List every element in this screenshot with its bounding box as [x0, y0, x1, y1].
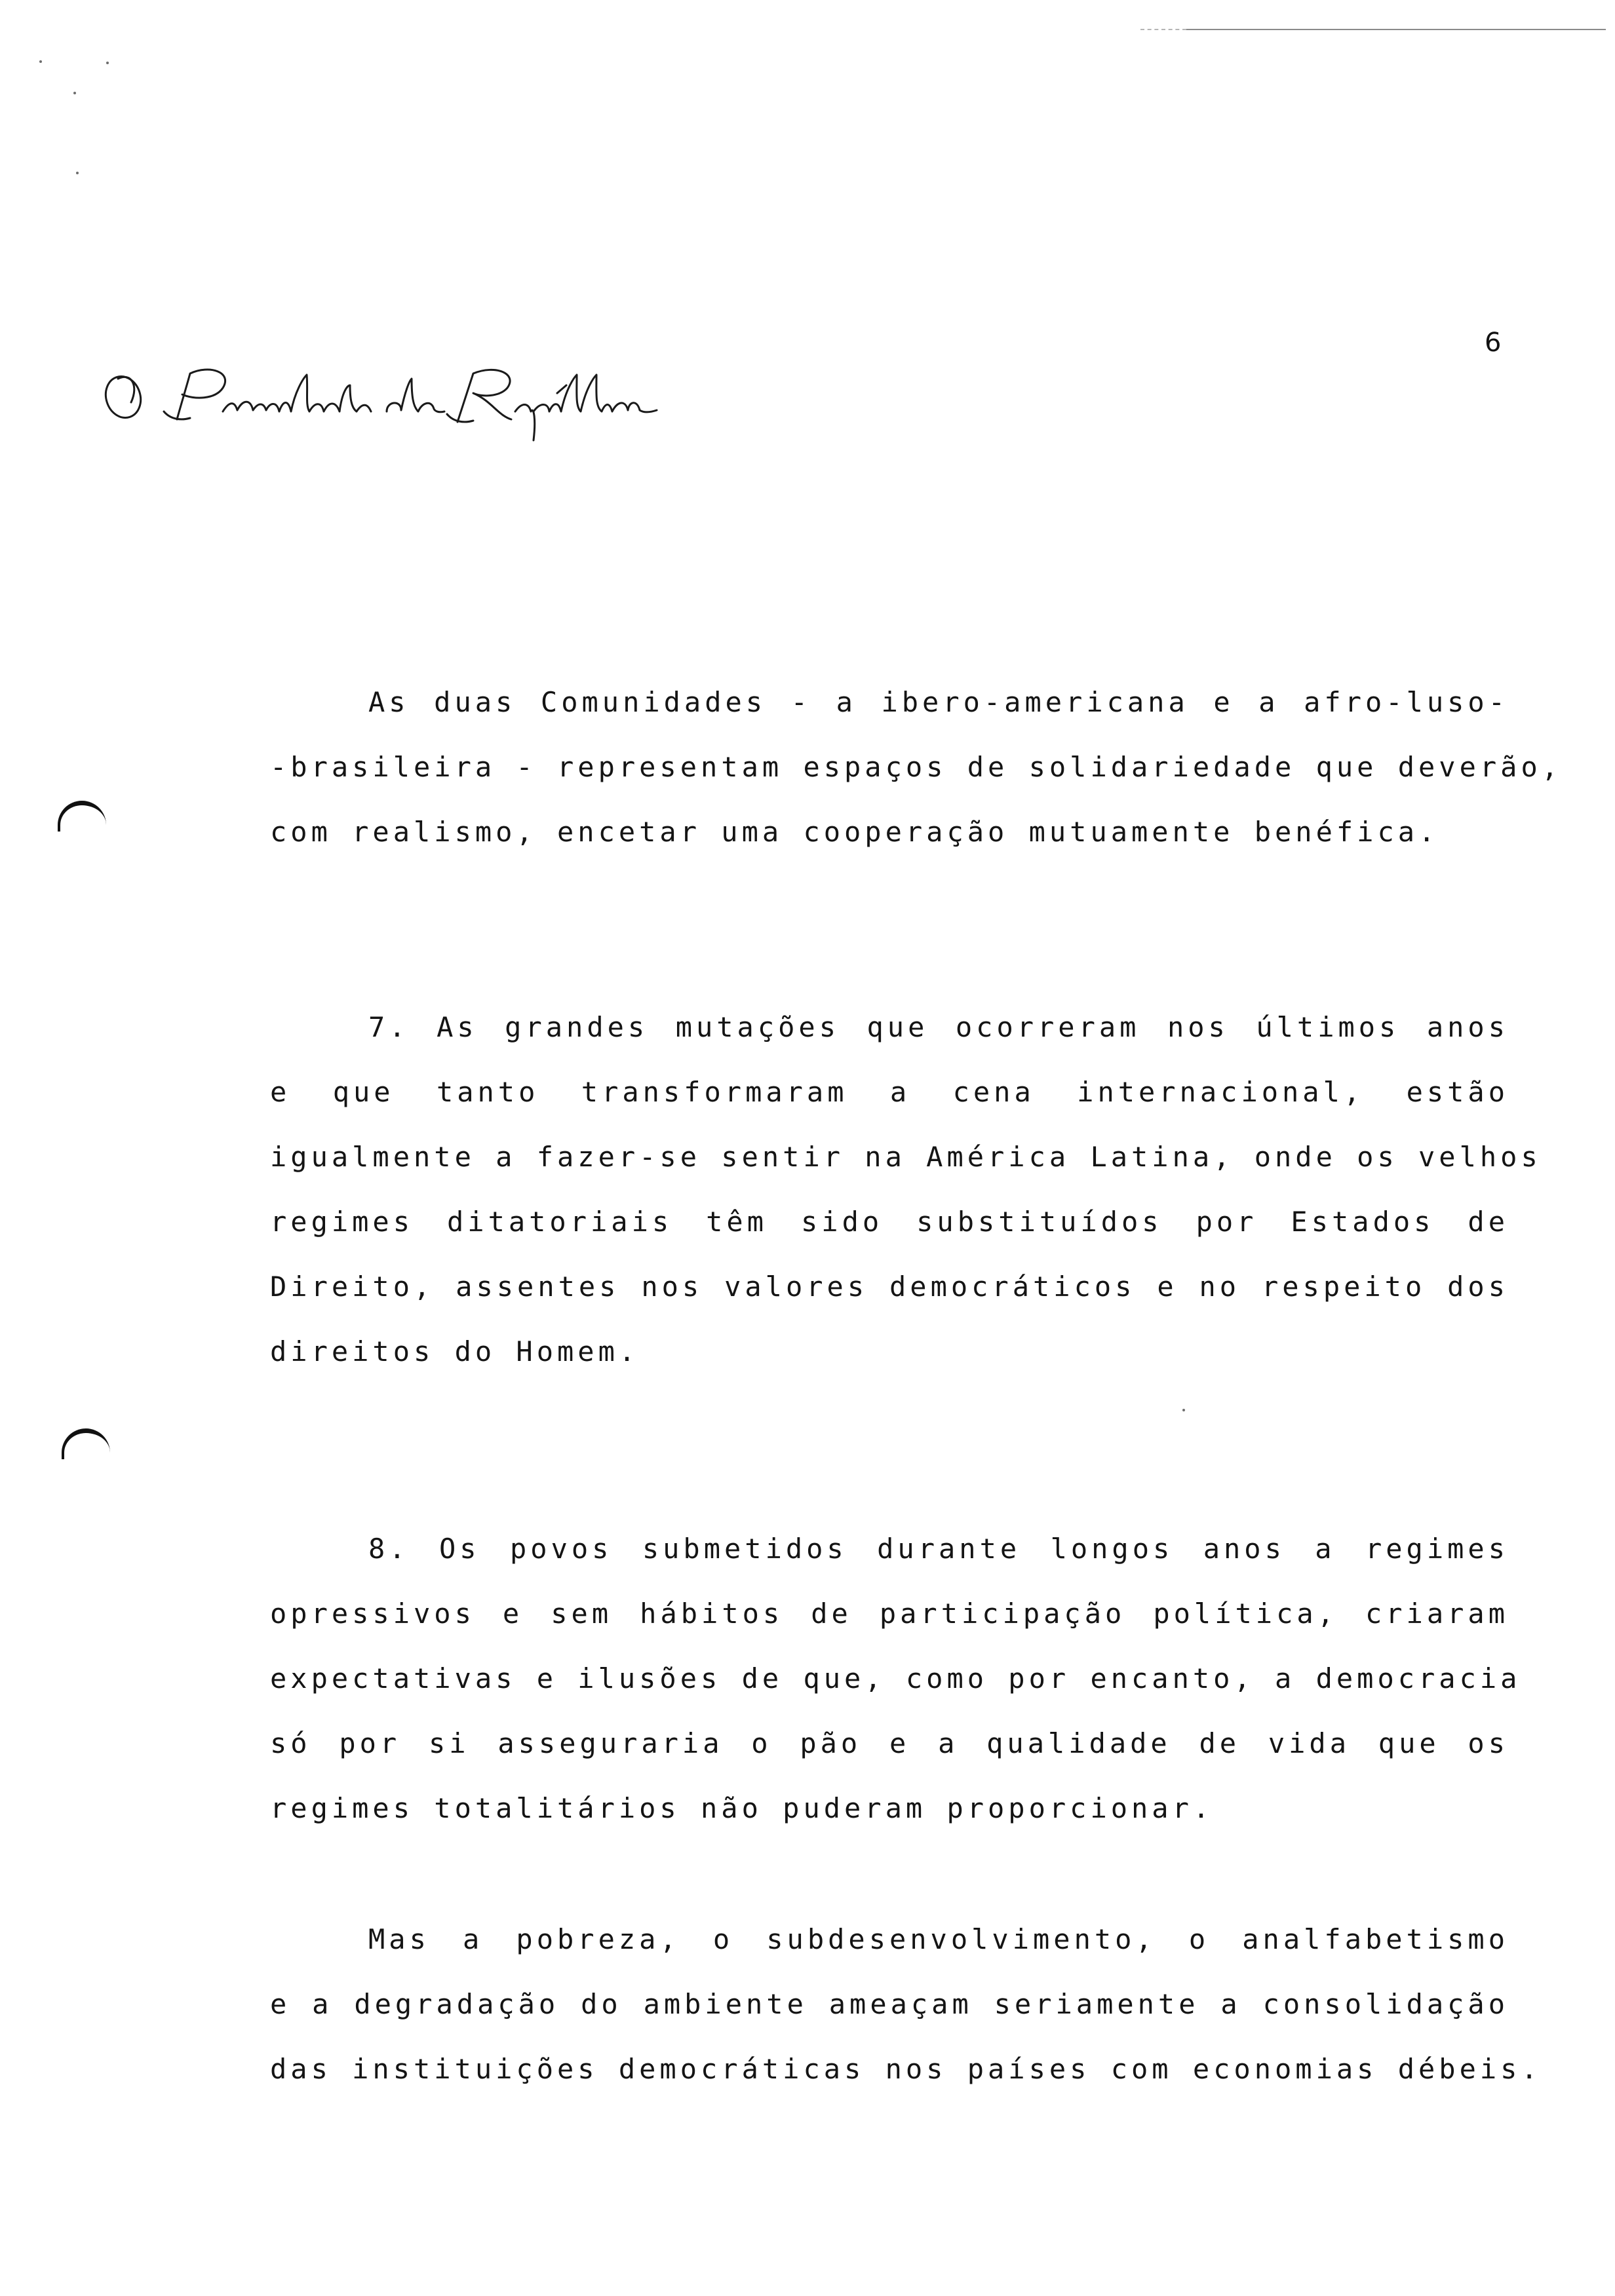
text-line: Direito, assentes nos valores democráticos e no respeito dos	[270, 1271, 1509, 1303]
text-line: direitos do Homem.	[270, 1335, 640, 1368]
text-line: -brasileira - representam espaços de solidariedade que deverão,	[270, 751, 1563, 783]
scan-speck	[73, 92, 76, 94]
scan-edge-line	[1186, 29, 1606, 30]
text-line: e a degradação do ambiente ameaçam seriamente a consolidação	[270, 1988, 1509, 2020]
scan-speck	[76, 172, 79, 174]
scan-speck	[39, 60, 42, 63]
text-line: com realismo, encetar uma cooperação mutuamente benéfica.	[270, 816, 1439, 848]
text-line: regimes totalitários não puderam proporcionar.	[270, 1792, 1214, 1824]
text-line: das instituições democráticas nos países com economias débeis.	[270, 2053, 1542, 2085]
scan-speck	[106, 62, 109, 64]
text-line: e que tanto transformaram a cena internacional, estão	[270, 1076, 1509, 1108]
text-line: só por si asseguraria o pão e a qualidade de vida que os	[270, 1727, 1509, 1759]
scan-speck	[1182, 1409, 1185, 1411]
punch-hole-mark	[62, 1428, 110, 1459]
paragraph-2	[270, 995, 1542, 1384]
text-line: 7. As grandes mutações que ocorreram nos últimos anos	[368, 1011, 1509, 1043]
text-line: expectativas e ilusões de que, como por encanto, a democracia	[270, 1662, 1521, 1694]
paragraph-3	[270, 1516, 1521, 1841]
page-number: 6	[1485, 328, 1502, 358]
text-line: regimes ditatoriais têm sido substituídos por Estados de	[270, 1206, 1509, 1238]
letterhead-signature	[98, 359, 675, 444]
punch-hole-mark	[58, 801, 106, 832]
text-line: 8. Os povos submetidos durante longos anos a regimes	[368, 1533, 1509, 1565]
paragraph-1	[270, 670, 1563, 864]
text-line: As duas Comunidades - a ibero-americana e a afro-luso-	[368, 686, 1509, 718]
text-line: igualmente a fazer-se sentir na América Latina, onde os velhos	[270, 1141, 1542, 1173]
scan-edge-dash	[1140, 29, 1186, 30]
paragraph-4	[270, 1907, 1542, 2101]
text-line: Mas a pobreza, o subdesenvolvimento, o analfabetismo	[368, 1923, 1509, 1955]
text-line: opressivos e sem hábitos de participação política, criaram	[270, 1598, 1509, 1630]
